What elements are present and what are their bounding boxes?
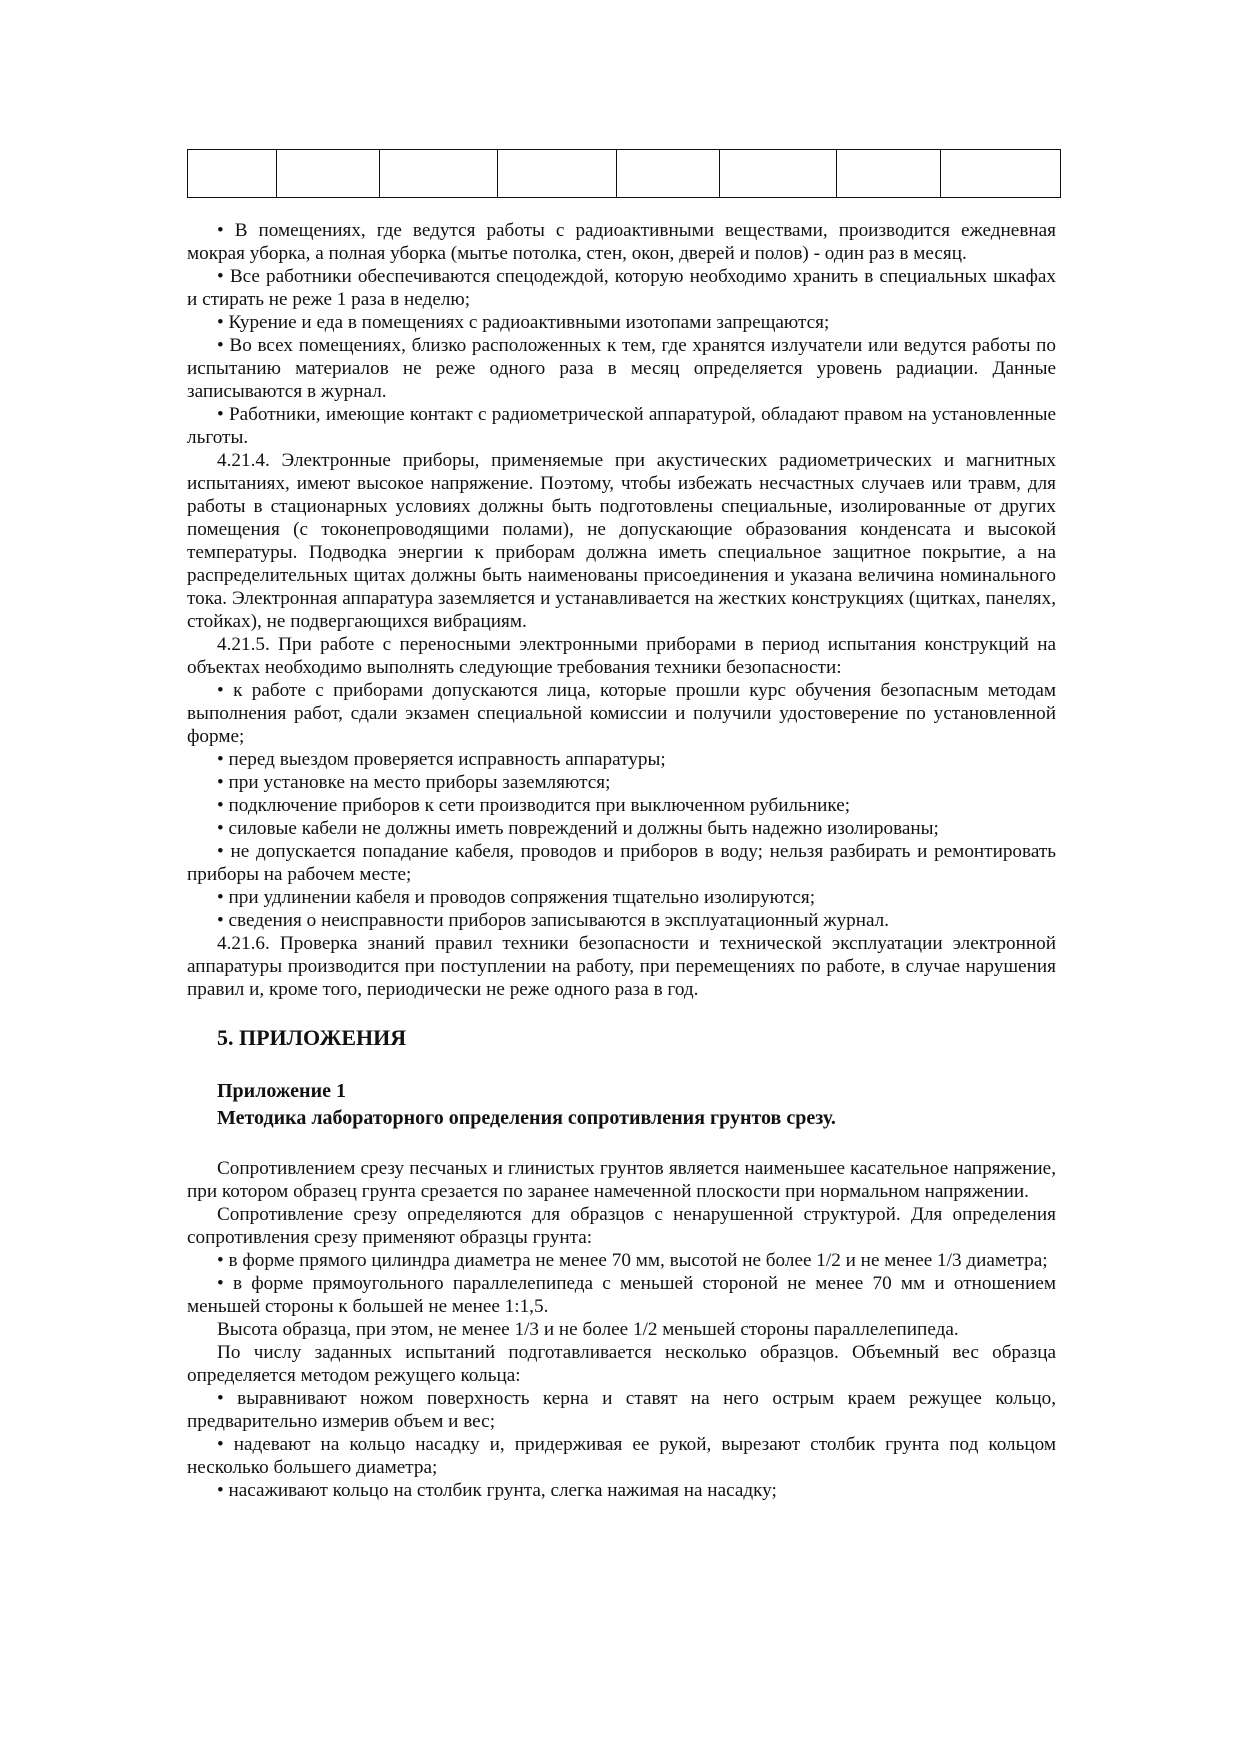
bullet-radiation-level: • Во всех помещениях, близко расположенных к тем, где хранятся излучатели или ведутся работы по испытанию материалов не реже одного раза в месяц определяется уровень радиации. Данные записываются в журнал. xyxy=(187,335,1056,402)
paragraph-volume-weight: По числу заданных испытаний подготавливается несколько образцов. Объемный вес образца определяется методом режущего кольца: xyxy=(187,1342,1056,1386)
table-cell xyxy=(941,150,1061,198)
bullet-cables: • силовые кабели не должны иметь повреждений и должны быть надежно изолированы; xyxy=(217,818,939,839)
table-cell xyxy=(188,150,277,198)
clause-4-21-6: 4.21.6. Проверка знаний правил техники безопасности и технической эксплуатации электронной аппаратуры производится при поступлении на работу, при перемещениях по работе, в случае нарушения правил и, кроме того, периодически не реже одного раза в год. xyxy=(187,933,1056,1000)
table-cell xyxy=(720,150,837,198)
table-row xyxy=(188,150,1061,198)
bullet-wet-cleaning: • В помещениях, где ведутся работы с радиоактивными веществами, производится ежедневная мокрая уборка, а полная уборка (мытье потолка, стен, окон, дверей и полов) - один раз в месяц. xyxy=(187,220,1056,264)
bullet-no-smoking: • Курение и еда в помещениях с радиоактивными изотопами запрещаются; xyxy=(217,312,830,333)
table-cell xyxy=(837,150,941,198)
empty-table xyxy=(187,149,1061,198)
paragraph-shear-definition: Сопротивлением срезу песчаных и глинистых грунтов является наименьшее касательное напряжение, при котором образец грунта срезается по заранее намеченной плоскости при нормальном напряжении. xyxy=(187,1158,1056,1202)
bullet-switch-off: • подключение приборов к сети производится при выключенном рубильнике; xyxy=(217,795,851,816)
bullet-grounding: • при установке на место приборы заземляются; xyxy=(217,772,611,793)
paragraph-samples: Сопротивление срезу определяются для образцов с ненарушенной структурой. Для определения сопротивления срезу применяют образцы грунта: xyxy=(187,1204,1056,1248)
clause-4-21-4: 4.21.4. Электронные приборы, применяемые при акустических радиометрических и магнитных испытаниях, имеют высокое напряжение. Поэтому, чтобы избежать несчастных случаев или травм, для работы в стационарных условиях должны быть подготовлены специальные, изолированные от других помещения (с токонепроводящими полами), не допускающие образования конденсата и высокой температуры. Подводка энергии к приборам должна иметь специальное защитное покрытие, а на распределительных щитах должны быть наименованы присоединения и указана величина номинального тока. Электронная аппаратура заземляется и устанавливается на жестких конструкциях (щитках, панелях, стойках), не подвергающихся вибрациям. xyxy=(187,450,1056,632)
bullet-log: • сведения о неисправности приборов записываются в эксплуатационный журнал. xyxy=(217,910,890,931)
bullet-parallelepiped: • в форме прямоугольного параллелепипеда с меньшей стороной не менее 70 мм и отношением меньшей стороны к большей не менее 1:1,5. xyxy=(187,1273,1056,1317)
bullet-training: • к работе с приборами допускаются лица, которые прошли курс обучения безопасным методам выполнения работ, сдали экзамен специальной комиссии и получили удостоверение по установленной форме; xyxy=(187,680,1056,747)
bullet-level-core: • выравнивают ножом поверхность керна и ставят на него острым краем режущее кольцо, предварительно измерив объем и вес; xyxy=(187,1388,1056,1432)
document-body xyxy=(187,219,1056,1502)
appendix-subtitle: Методика лабораторного определения сопротивления грунтов срезу. xyxy=(217,1107,836,1129)
bullet-workwear: • Все работники обеспечиваются спецодеждой, которую необходимо хранить в специальных шкафах и стирать не реже 1 раза в неделю; xyxy=(187,266,1056,310)
bullet-water: • не допускается попадание кабеля, проводов и приборов в воду; нельзя разбирать и ремонтировать приборы на рабочем месте; xyxy=(187,841,1056,885)
table-cell xyxy=(277,150,380,198)
bullet-press-ring: • насаживают кольцо на столбик грунта, слегка нажимая на насадку; xyxy=(217,1480,777,1501)
section-heading: 5. ПРИЛОЖЕНИЯ xyxy=(217,1025,407,1050)
table-cell xyxy=(498,150,617,198)
bullet-cylinder: • в форме прямого цилиндра диаметра не менее 70 мм, высотой не более 1/2 и не менее 1/3 диаметра; xyxy=(217,1250,1048,1271)
table-cell xyxy=(380,150,498,198)
appendix-title: Приложение 1 xyxy=(217,1080,346,1102)
clause-4-21-5: 4.21.5. При работе с переносными электронными приборами в период испытания конструкций на объектах необходимо выполнять следующие требования техники безопасности: xyxy=(187,634,1056,678)
paragraph-sample-height: Высота образца, при этом, не менее 1/3 и не более 1/2 меньшей стороны параллелепипеда. xyxy=(217,1319,959,1340)
bullet-benefits: • Работники, имеющие контакт с радиометрической аппаратурой, обладают правом на установленные льготы. xyxy=(187,404,1056,448)
bullet-attach-nozzle: • надевают на кольцо насадку и, придерживая ее рукой, вырезают столбик грунта под кольцом несколько большего диаметра; xyxy=(187,1434,1056,1478)
table-cell xyxy=(617,150,720,198)
bullet-insulation: • при удлинении кабеля и проводов сопряжения тщательно изолируются; xyxy=(217,887,816,908)
bullet-check-equipment: • перед выездом проверяется исправность аппаратуры; xyxy=(217,749,666,770)
